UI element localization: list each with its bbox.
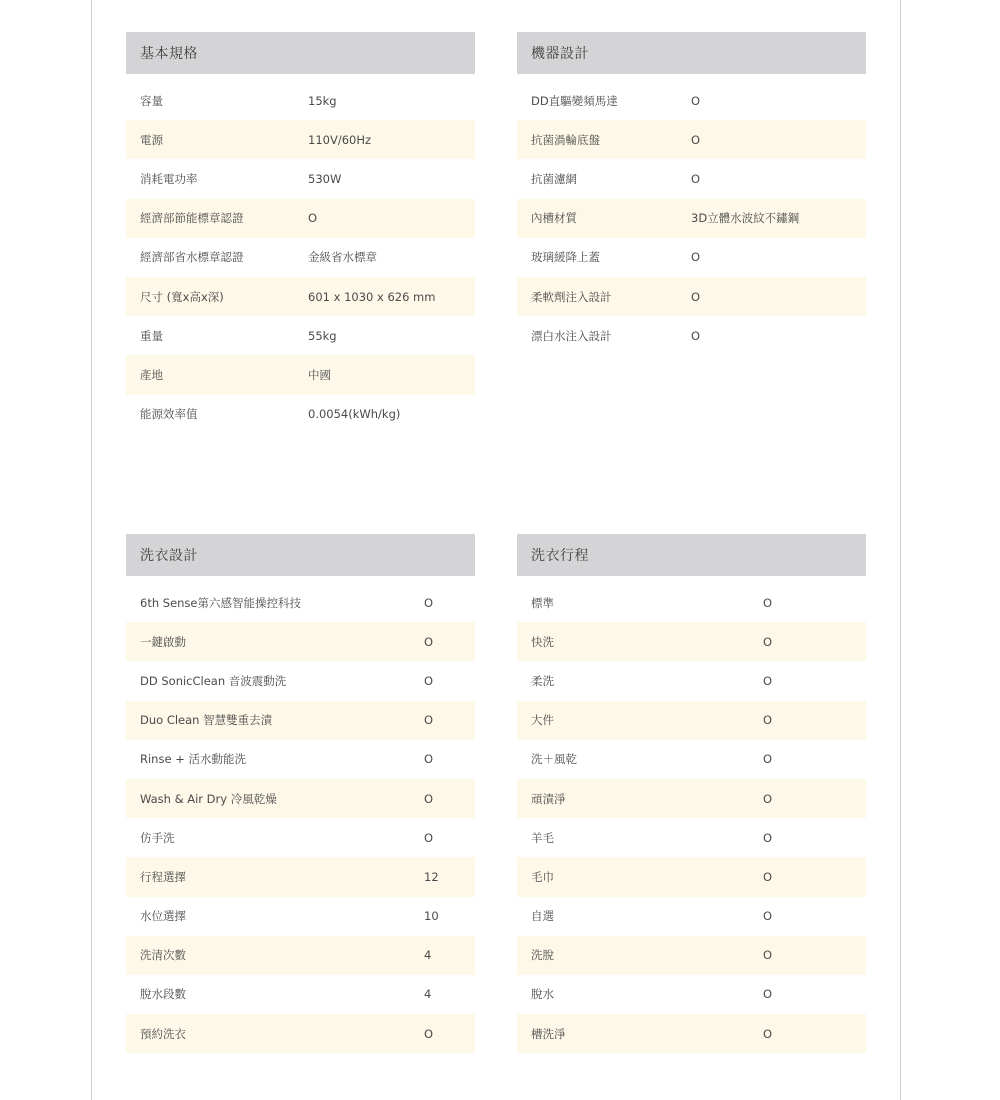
row-label: Wash & Air Dry 冷風乾燥 bbox=[140, 791, 277, 806]
row-value: O bbox=[691, 328, 701, 343]
row-value: O bbox=[424, 752, 434, 767]
table-row bbox=[126, 277, 475, 316]
row-value: O bbox=[308, 211, 318, 226]
frame-left-border bbox=[91, 0, 92, 1100]
table-row bbox=[126, 238, 475, 277]
row-label: 產地 bbox=[140, 367, 163, 382]
row-label: DD直驅變頻馬達 bbox=[531, 93, 618, 108]
row-label: 玻璃緩降上蓋 bbox=[531, 250, 600, 265]
row-value: 15kg bbox=[308, 93, 337, 108]
table-row bbox=[126, 199, 475, 238]
row-label: 快洗 bbox=[531, 634, 554, 649]
table-row bbox=[517, 81, 866, 120]
row-label: 脫水 bbox=[531, 987, 554, 1002]
table-row bbox=[126, 818, 475, 857]
row-label: 自選 bbox=[531, 909, 554, 924]
row-value: O bbox=[763, 634, 773, 649]
row-value: O bbox=[763, 673, 773, 688]
table-row bbox=[126, 740, 475, 779]
row-value: 12 bbox=[424, 869, 439, 884]
row-value: O bbox=[763, 791, 773, 806]
table-rows bbox=[517, 583, 866, 1053]
table-title: 基本規格 bbox=[126, 32, 475, 74]
row-value: 55kg bbox=[308, 328, 337, 343]
table-row bbox=[517, 897, 866, 936]
row-value: O bbox=[424, 1026, 434, 1041]
table-row bbox=[517, 701, 866, 740]
wash-program-table bbox=[517, 534, 866, 1053]
table-row bbox=[126, 857, 475, 896]
row-label: 電源 bbox=[140, 132, 163, 147]
table-row bbox=[126, 897, 475, 936]
table-row bbox=[126, 120, 475, 159]
row-label: DD SonicClean 音波震動洗 bbox=[140, 673, 287, 688]
row-label: 抗菌渦輪底盤 bbox=[531, 132, 600, 147]
row-value: O bbox=[691, 289, 701, 304]
basic-spec-table bbox=[126, 32, 475, 434]
table-row bbox=[126, 395, 475, 434]
row-value: 601 x 1030 x 626 mm bbox=[308, 289, 436, 304]
table-rows bbox=[126, 81, 475, 434]
row-label: 柔軟劑注入設計 bbox=[531, 289, 612, 304]
table-row bbox=[517, 316, 866, 355]
table-title: 洗衣行程 bbox=[517, 534, 866, 576]
row-label: 尺寸 (寬x高x深) bbox=[140, 289, 224, 304]
table-row bbox=[517, 622, 866, 661]
row-label: 頑漬淨 bbox=[531, 791, 566, 806]
row-value: 110V/60Hz bbox=[308, 132, 372, 147]
row-label: 洗清次數 bbox=[140, 948, 186, 963]
table-row bbox=[517, 818, 866, 857]
row-value: O bbox=[424, 595, 434, 610]
row-value: 0.0054(kWh/kg) bbox=[308, 407, 401, 422]
table-row bbox=[517, 277, 866, 316]
table-row bbox=[126, 622, 475, 661]
table-row bbox=[517, 238, 866, 277]
row-label: 能源效率值 bbox=[140, 407, 198, 422]
frame-right-border bbox=[900, 0, 901, 1100]
row-value: O bbox=[763, 752, 773, 767]
row-label: 柔洗 bbox=[531, 673, 554, 688]
row-label: 消耗電功率 bbox=[140, 171, 198, 186]
row-value: O bbox=[424, 830, 434, 845]
row-value: O bbox=[763, 909, 773, 924]
row-label: 脫水段數 bbox=[140, 987, 186, 1002]
table-row bbox=[126, 701, 475, 740]
table-row bbox=[517, 199, 866, 238]
row-label: 容量 bbox=[140, 93, 163, 108]
row-label: 預約洗衣 bbox=[140, 1026, 186, 1041]
row-label: 大件 bbox=[531, 713, 554, 728]
row-label: 行程選擇 bbox=[140, 869, 186, 884]
table-rows bbox=[517, 81, 866, 355]
table-row bbox=[126, 583, 475, 622]
row-value: O bbox=[763, 595, 773, 610]
row-label: 水位選擇 bbox=[140, 909, 186, 924]
row-label: 標準 bbox=[531, 595, 554, 610]
row-value: O bbox=[691, 171, 701, 186]
row-value: O bbox=[691, 93, 701, 108]
wash-design-table bbox=[126, 534, 475, 1053]
table-row bbox=[517, 661, 866, 700]
row-value: O bbox=[424, 634, 434, 649]
row-value: 4 bbox=[424, 987, 432, 1002]
row-value: O bbox=[763, 948, 773, 963]
table-row bbox=[126, 316, 475, 355]
table-row bbox=[517, 857, 866, 896]
row-label: 內槽材質 bbox=[531, 211, 577, 226]
table-row bbox=[517, 936, 866, 975]
table-row bbox=[126, 779, 475, 818]
row-value: O bbox=[691, 250, 701, 265]
row-label: Duo Clean 智慧雙重去漬 bbox=[140, 713, 273, 728]
row-label: 漂白水注入設計 bbox=[531, 328, 612, 343]
table-title: 機器設計 bbox=[517, 32, 866, 74]
table-row bbox=[517, 975, 866, 1014]
table-row bbox=[126, 159, 475, 198]
row-value: 4 bbox=[424, 948, 432, 963]
row-value: 10 bbox=[424, 909, 439, 924]
row-label: 仿手洗 bbox=[140, 830, 175, 845]
row-value: O bbox=[763, 987, 773, 1002]
row-value: O bbox=[763, 1026, 773, 1041]
row-value: 3D立體水波紋不鏽鋼 bbox=[691, 211, 800, 226]
row-label: 重量 bbox=[140, 328, 163, 343]
table-row bbox=[517, 740, 866, 779]
table-row bbox=[517, 779, 866, 818]
row-value: O bbox=[424, 791, 434, 806]
table-rows bbox=[126, 583, 475, 1053]
table-row bbox=[517, 583, 866, 622]
row-label: 經濟部節能標章認證 bbox=[140, 211, 244, 226]
table-row bbox=[517, 1014, 866, 1053]
row-label: 經濟部省水標章認證 bbox=[140, 250, 244, 265]
row-value: O bbox=[763, 869, 773, 884]
row-value: 金級省水標章 bbox=[308, 250, 377, 265]
table-title: 洗衣設計 bbox=[126, 534, 475, 576]
row-label: Rinse + 活水動能洗 bbox=[140, 752, 246, 767]
row-label: 毛巾 bbox=[531, 869, 554, 884]
table-row bbox=[517, 159, 866, 198]
row-value: O bbox=[763, 830, 773, 845]
row-label: 羊毛 bbox=[531, 830, 554, 845]
table-row bbox=[126, 975, 475, 1014]
table-row bbox=[126, 355, 475, 394]
row-label: 洗＋風乾 bbox=[531, 752, 577, 767]
row-value: 中國 bbox=[308, 367, 331, 382]
table-row bbox=[126, 661, 475, 700]
row-value: 530W bbox=[308, 171, 342, 186]
row-label: 抗菌濾網 bbox=[531, 171, 577, 186]
table-row bbox=[517, 120, 866, 159]
row-label: 槽洗淨 bbox=[531, 1026, 566, 1041]
row-label: 一鍵啟動 bbox=[140, 634, 186, 649]
row-label: 洗脫 bbox=[531, 948, 554, 963]
table-row bbox=[126, 1014, 475, 1053]
row-value: O bbox=[691, 132, 701, 147]
row-value: O bbox=[424, 713, 434, 728]
table-row bbox=[126, 936, 475, 975]
machine-design-table bbox=[517, 32, 866, 355]
table-row bbox=[126, 81, 475, 120]
row-value: O bbox=[424, 673, 434, 688]
row-label: 6th Sense第六感智能操控科技 bbox=[140, 595, 301, 610]
row-value: O bbox=[763, 713, 773, 728]
